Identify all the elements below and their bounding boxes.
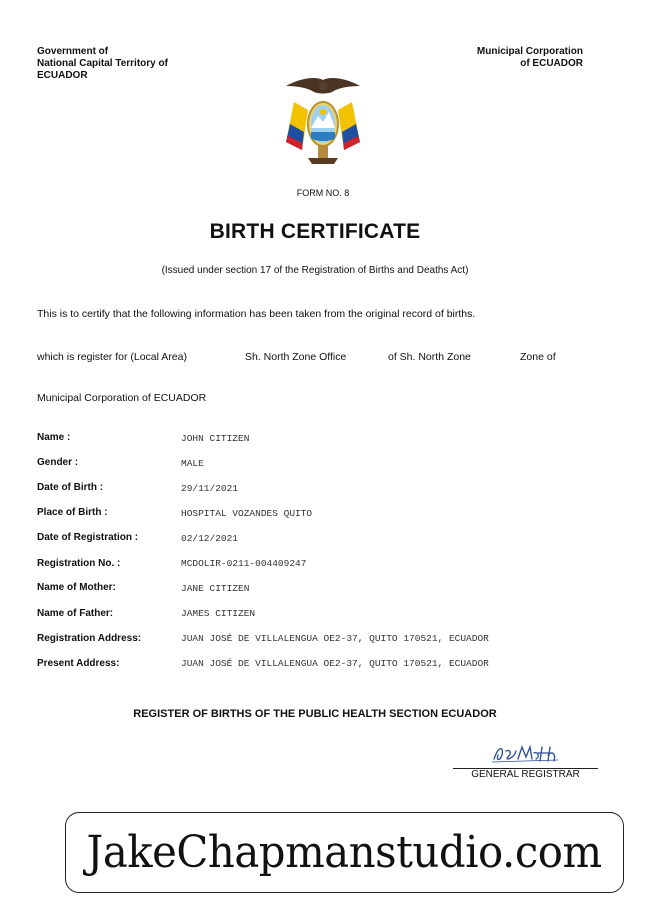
field-label-father-name: Name of Father: <box>37 608 114 619</box>
certify-statement: This is to certify that the following information has been taken from the original record of births. <box>37 308 476 320</box>
register-heading: REGISTER OF BIRTHS OF THE PUBLIC HEALTH SECTION ECUADOR <box>133 708 497 720</box>
local-area-label: which is register for (Local Area) <box>37 351 187 363</box>
field-label-gender: Gender : <box>37 457 79 468</box>
watermark-text: JakeChapmanstudio.com <box>86 827 603 878</box>
field-label-mother-name: Name of Mother: <box>37 582 116 593</box>
field-value-place-of-birth: HOSPITAL VOZANDES QUITO <box>181 508 313 519</box>
government-header <box>37 46 168 82</box>
signature-icon <box>488 741 564 765</box>
signatory-title: GENERAL REGISTRAR <box>471 769 580 780</box>
coat-of-arms-icon <box>280 72 366 172</box>
local-area-office: Sh. North Zone Office <box>245 351 347 363</box>
field-label-place-of-birth: Place of Birth : <box>37 507 108 518</box>
field-value-mother-name: JANE CITIZEN <box>181 583 250 594</box>
zone-name: of Sh. North Zone <box>388 351 471 363</box>
field-label-date-of-registration: Date of Registration : <box>37 532 139 543</box>
municipal-line-1: Municipal Corporation <box>476 46 583 57</box>
field-label-registration-no: Registration No. : <box>37 558 121 569</box>
municipal-line-2: of ECUADOR <box>520 58 583 69</box>
field-value-father-name: JAMES CITIZEN <box>181 608 256 619</box>
government-line-2: National Capital Territory of <box>37 58 168 69</box>
field-value-date-of-registration: 02/12/2021 <box>181 533 239 544</box>
field-value-date-of-birth: 29/11/2021 <box>181 483 239 494</box>
form-number: FORM NO. 8 <box>296 188 350 198</box>
zone-of-label: Zone of <box>520 351 556 363</box>
issued-under-text: (Issued under section 17 of the Registration of Births and Deaths Act) <box>161 265 469 276</box>
watermark-box <box>65 812 624 893</box>
field-value-registration-no: MCDOLIR-0211-004409247 <box>181 558 307 569</box>
field-value-registration-address: JUAN JOSÉ DE VILLALENGUA OE2-37, QUITO 170521, ECUADOR <box>181 633 489 644</box>
field-label-date-of-birth: Date of Birth : <box>37 482 104 493</box>
field-value-name: JOHN CITIZEN <box>181 433 250 444</box>
government-line-1: Government of <box>37 46 109 57</box>
government-line-3: ECUADOR <box>37 70 88 81</box>
field-label-registration-address: Registration Address: <box>37 633 142 644</box>
municipal-header <box>477 46 583 70</box>
field-value-present-address: JUAN JOSÉ DE VILLALENGUA OE2-37, QUITO 170521, ECUADOR <box>181 658 489 669</box>
certificate-title: BIRTH CERTIFICATE <box>209 220 421 243</box>
field-label-name: Name : <box>37 432 71 443</box>
field-label-present-address: Present Address: <box>37 658 120 669</box>
municipal-corporation-line: Municipal Corporation of ECUADOR <box>37 392 207 404</box>
field-value-gender: MALE <box>181 458 204 469</box>
